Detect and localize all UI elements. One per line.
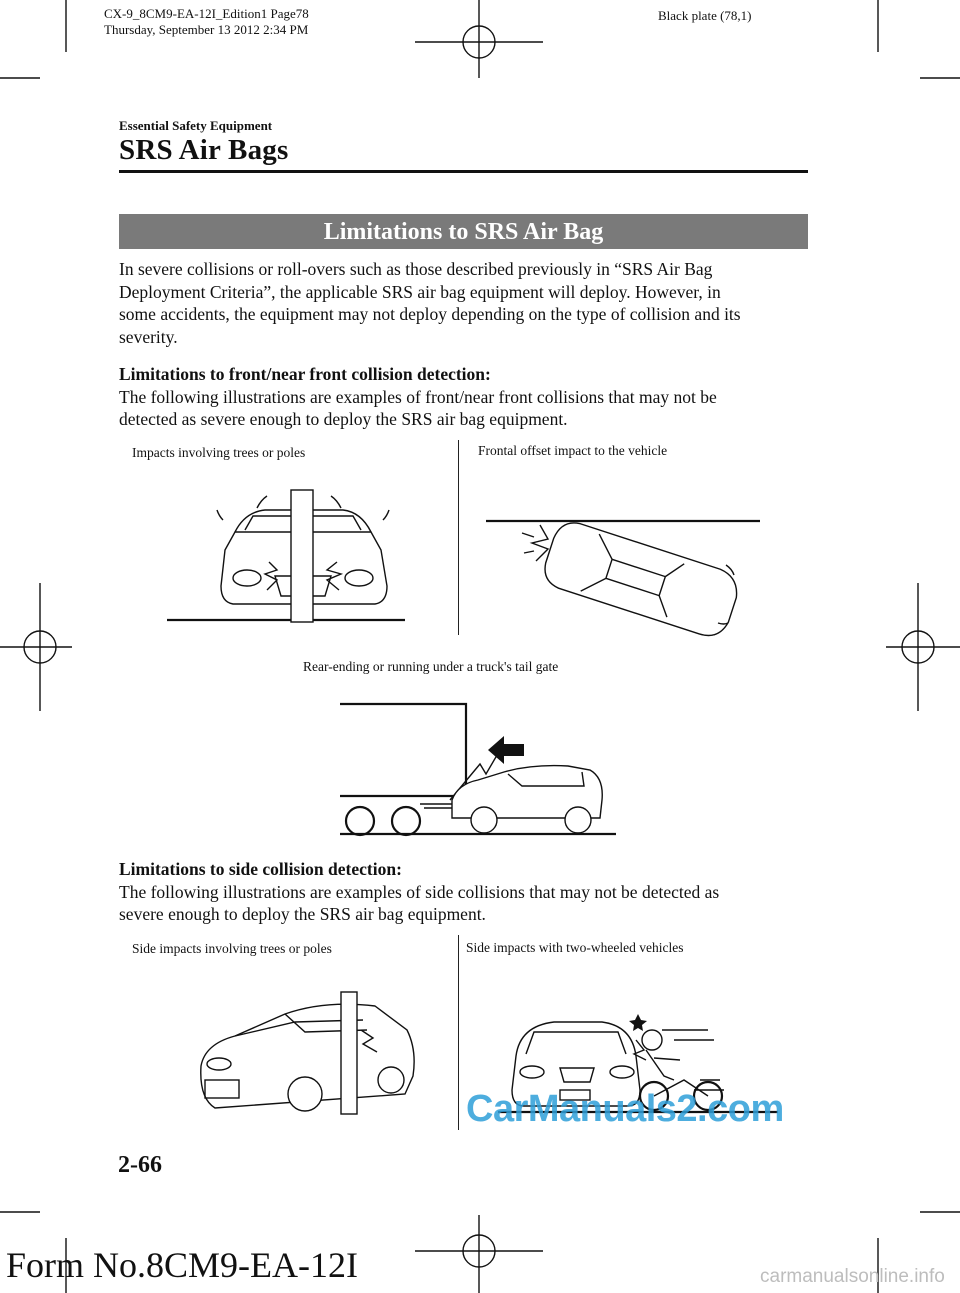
watermark-site: carmanualsonline.info [760, 1266, 945, 1287]
illustration-front-pole [165, 490, 425, 630]
illustration-side-pole [195, 990, 435, 1120]
side-heading: Limitations to side collision detection: [119, 859, 402, 879]
print-file-line: CX-9_8CM9-EA-12I_Edition1 Page78 [104, 6, 309, 21]
intro-line: Deployment Criteria”, the applicable SRS air bag equipment will deploy. However, in [119, 281, 721, 302]
front-heading: Limitations to front/near front collision detection: [119, 364, 491, 384]
intro-paragraph [119, 258, 809, 348]
intro-line: severity. [119, 326, 178, 347]
caption-front-offset: Frontal offset impact to the vehicle [478, 443, 668, 458]
illustration-frontal-offset [478, 505, 778, 635]
page-title: SRS Air Bags [119, 134, 289, 166]
print-job-info [104, 6, 309, 38]
illustration-truck-underride [338, 700, 628, 840]
front-line: The following illustrations are examples of front/near front collisions that may not be [119, 386, 717, 407]
page-number: 2-66 [118, 1152, 162, 1178]
front-line: detected as severe enough to deploy the SRS air bag equipment. [119, 409, 568, 429]
caption-truck: Rear-ending or running under a truck's tail gate [303, 659, 559, 674]
caption-side-bikes: Side impacts with two-wheeled vehicles [466, 940, 684, 955]
figure-divider [458, 440, 459, 635]
intro-line: some accidents, the equipment may not deploy depending on the type of collision and its [119, 304, 741, 324]
limitations-banner: Limitations to SRS Air Bag [119, 214, 808, 249]
side-line: The following illustrations are examples of side collisions that may not be detected as [119, 881, 720, 902]
side-line: severe enough to deploy the SRS air bag equipment. [119, 904, 486, 924]
front-section [119, 363, 809, 431]
plate-label: Black plate (78,1) [658, 8, 752, 23]
print-date-line: Thursday, September 13 2012 2:34 PM [104, 22, 309, 37]
intro-line: In severe collisions or roll-overs such as those described previously in “SRS Air Bag [119, 259, 713, 279]
side-section [119, 858, 809, 926]
watermark-brand: CarManuals2.com [466, 1088, 784, 1130]
form-number: Form No.8CM9-EA-12I [6, 1245, 358, 1285]
section-label: Essential Safety Equipment [119, 118, 273, 133]
figure-divider [458, 935, 459, 1130]
caption-front-trees: Impacts involving trees or poles [132, 445, 306, 460]
caption-side-trees: Side impacts involving trees or poles [132, 941, 332, 956]
title-rule [119, 170, 808, 173]
